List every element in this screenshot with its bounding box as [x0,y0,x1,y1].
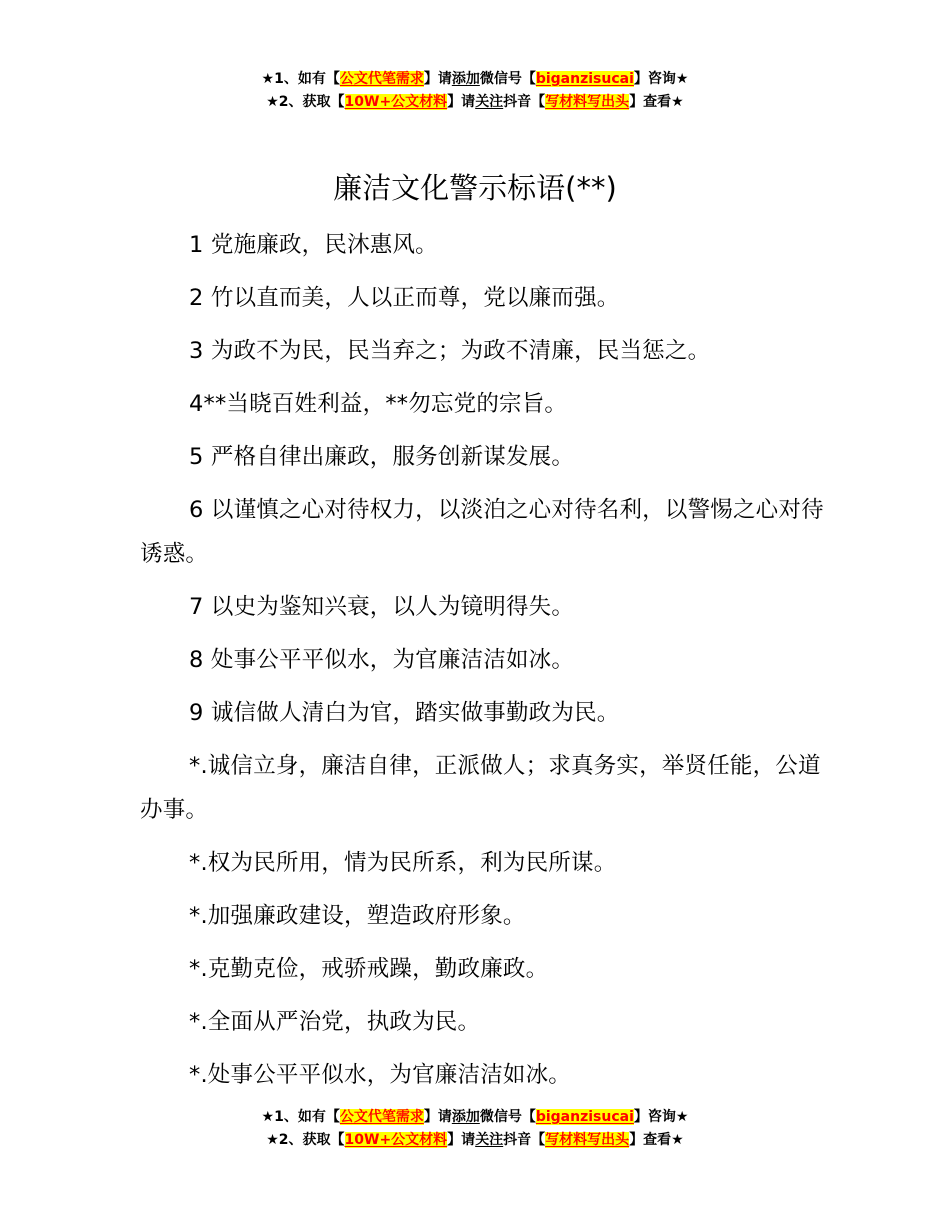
slogan-paragraph: *.处事公平平似水，为官廉洁洁如冰。 [189,1062,572,1088]
promo-line-2 [0,91,950,114]
slogan-paragraph: *.克勤克俭，戒骄戒躁，勤政廉政。 [189,956,549,982]
promo-line-2-mid: 】请 [447,94,476,110]
document-body [140,223,840,1106]
promo-line-1-prefix: ★1、如有【 [261,1109,340,1125]
promo-line-2 [0,1129,950,1152]
promo-line-1 [0,1106,950,1129]
slogan-paragraph: 2 竹以直而美，人以正而尊，党以廉而强。 [189,285,620,311]
promo-highlight-douyin: 写材料写出头 [545,1132,630,1148]
promo-underlined-follow: 关注 [475,94,504,110]
promo-highlight-materials: 10W+公文材料 [344,1132,448,1148]
slogan-paragraph: 7 以史为鉴知兴衰，以人为镜明得失。 [189,594,575,620]
promo-line-2-mid2: 抖音【 [503,1132,546,1148]
slogan-paragraph: 8 处事公平平似水，为官廉洁洁如冰。 [189,647,575,673]
promo-line-1-prefix: ★1、如有【 [261,71,340,87]
slogan-paragraph: *.全面从严治党，执政为民。 [189,1009,481,1035]
slogan-paragraph: 3 为政不为民，民当弃之；为政不清廉，民当惩之。 [189,338,711,364]
promo-line-1-mid: 】请 [423,71,452,87]
promo-line-2-mid: 】请 [447,1132,476,1148]
promo-highlight-materials: 10W+公文材料 [344,94,448,110]
promo-underlined-follow: 关注 [475,1132,504,1148]
promo-line-2-prefix: ★2、获取【 [266,1132,345,1148]
slogan-paragraph: *.加强廉政建设，塑造政府形象。 [189,903,526,929]
promo-line-1-mid2: 微信号【 [479,1109,536,1125]
promo-line-2-prefix: ★2、获取【 [266,94,345,110]
footer-promo-banner [0,1106,950,1152]
slogan-paragraph: 5 严格自律出廉政，服务创新谋发展。 [189,444,575,470]
promo-highlight-douyin: 写材料写出头 [545,94,630,110]
header-promo-banner [0,68,950,114]
promo-line-1-mid: 】请 [423,1109,452,1125]
promo-highlight-service: 公文代笔需求 [339,1109,424,1125]
promo-line-1 [0,68,950,91]
promo-highlight-service: 公文代笔需求 [339,71,424,87]
slogan-paragraph: 1 党施廉政，民沐惠风。 [189,232,438,258]
slogan-paragraph: 9 诚信做人清白为官，踏实做事勤政为民。 [189,700,620,726]
promo-highlight-wechat-id: biganzisucai [535,71,634,87]
promo-line-2-suffix: 】查看★ [629,94,684,110]
promo-line-2-mid2: 抖音【 [503,94,546,110]
document-title: 廉洁文化警示标语(**) [333,171,617,205]
promo-line-1-suffix: 】咨询★ [633,71,689,87]
slogan-paragraph: 6 以谨慎之心对待权力，以淡泊之心对待名利，以警惕之心对待诱惑。 [140,497,824,567]
slogan-paragraph: *.诚信立身，廉洁自律，正派做人；求真务实，举贤任能，公道办事。 [140,753,821,823]
slogan-paragraph: *.权为民所用，情为民所系，利为民所谋。 [189,850,617,876]
promo-line-1-suffix: 】咨询★ [633,1109,689,1125]
promo-highlight-wechat-id: biganzisucai [535,1109,634,1125]
promo-line-2-suffix: 】查看★ [629,1132,684,1148]
promo-underlined-add: 添加 [451,71,480,87]
promo-line-1-mid2: 微信号【 [479,71,536,87]
slogan-paragraph: 4**当晓百姓利益，**勿忘党的宗旨。 [189,391,568,417]
promo-underlined-add: 添加 [451,1109,480,1125]
